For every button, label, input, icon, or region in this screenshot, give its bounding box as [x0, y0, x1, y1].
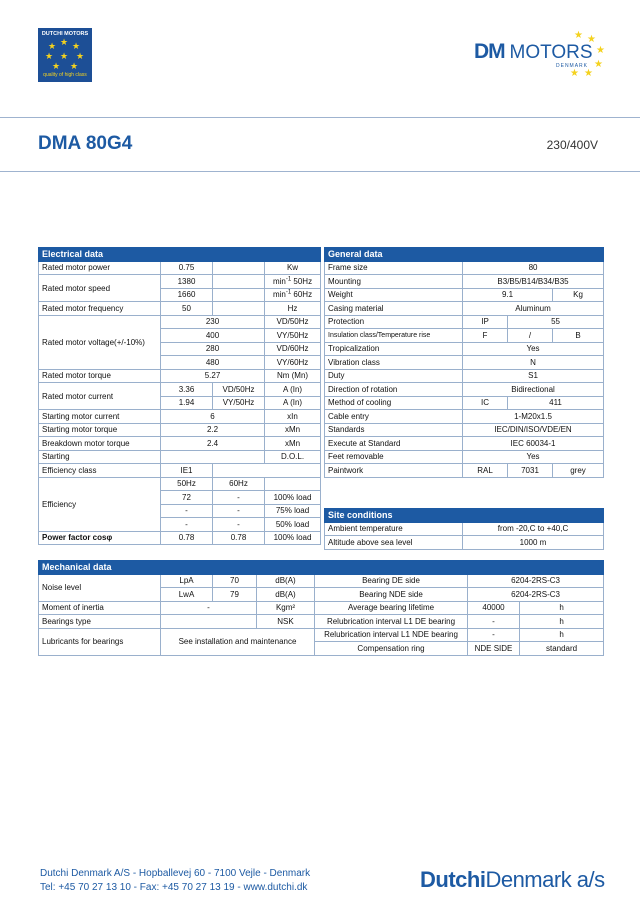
table-row: Cable entry 1-M20x1.5 — [325, 410, 604, 424]
logo-denmark: DENMARK — [556, 63, 589, 69]
table-row: Frame size 80 — [325, 261, 604, 275]
table-row: Ambient temperature from -20,C to +40,C — [325, 522, 604, 536]
stars-circle-icon — [43, 37, 87, 71]
svg-text:★: ★ — [587, 34, 596, 45]
table-row: Vibration class N — [325, 356, 604, 370]
table-row: Standards IEC/DIN/ISO/VDE/EN — [325, 423, 604, 437]
table-row: Moment of inertia - Kgm² Average bearing lifetime 40000 h — [39, 601, 604, 615]
svg-text:★: ★ — [52, 62, 61, 71]
site-heading: Site conditions — [325, 509, 604, 523]
table-row: Starting D.O.L. — [39, 450, 321, 464]
svg-text:★: ★ — [596, 45, 605, 56]
table-row: Breakdown motor torque 2.4 xMn — [39, 437, 321, 451]
table-row: Bearings type NSK Relubrication interval L1 DE bearing - h — [39, 615, 604, 629]
table-row: Paintwork RAL 7031 grey — [325, 464, 604, 478]
table-row: Noise level LpA 70 dB(A) Bearing DE side 6204-2RS-C3 — [39, 574, 604, 588]
table-row: 280 VD/60Hz — [39, 342, 321, 356]
table-row: Rated motor current 3.36 VD/50Hz A (In) — [39, 383, 321, 397]
electrical-heading: Electrical data — [39, 248, 321, 262]
table-row: 480 VY/60Hz — [39, 356, 321, 370]
table-row: Lubricants for bearings See installation and maintenance Relubrication interval L1 NDE bearing - h — [39, 628, 604, 642]
footer-brand-logo — [420, 867, 605, 893]
table-row: Rated motor power 0.75 Kw — [39, 261, 321, 275]
table-row: Rated motor frequency 50 Hz — [39, 302, 321, 316]
table-row: Power factor cosφ 0.78 0.78 100% load — [39, 531, 321, 545]
divider-top — [0, 117, 640, 118]
table-row: Efficiency 50Hz 60Hz — [39, 477, 321, 491]
table-row: Compensation ring NDE SIDE standard — [39, 642, 604, 656]
table-row: Starting motor current 6 xIn — [39, 410, 321, 424]
logo-motors: MOTORS — [509, 42, 593, 63]
footer-address: Dutchi Denmark A/S - Hopballevej 60 - 7100 Vejle - Denmark — [40, 868, 311, 879]
svg-text:★: ★ — [60, 38, 69, 48]
svg-text:★: ★ — [60, 52, 69, 62]
stars-arc-icon — [540, 28, 610, 78]
table-row: LwA 79 dB(A) Bearing NDE side 6204-2RS-C3 — [39, 588, 604, 602]
svg-text:★: ★ — [574, 30, 583, 41]
table-row: Rated motor speed 1380 $\min^{-1} 50Hz$ — [39, 275, 321, 289]
svg-text:★: ★ — [70, 62, 79, 71]
mechanical-data-table — [38, 560, 604, 656]
table-row: Starting motor torque 2.2 xMn — [39, 423, 321, 437]
dutchi-motors-logo — [38, 28, 92, 82]
table-row: Altitude above sea level 1000 m — [325, 536, 604, 550]
table-row: 1660 $\min^{-1} 60Hz$ — [39, 288, 321, 302]
table-row: Casing material Aluminum — [325, 302, 604, 316]
table-row: Weight 9.1 Kg — [325, 288, 604, 302]
logo-dm: DM — [474, 40, 505, 63]
table-row: Insulation class/Temperature rise F / B — [325, 329, 604, 343]
svg-text:★: ★ — [72, 42, 81, 52]
table-row: Feet removable Yes — [325, 450, 604, 464]
table-row: 72 - 100% load — [39, 491, 321, 505]
site-conditions-table — [324, 508, 604, 550]
table-row: Tropicalization Yes — [325, 342, 604, 356]
table-row: Efficiency class IE1 — [39, 464, 321, 478]
table-row: Mounting B3/B5/B14/B34/B35 — [325, 275, 604, 289]
table-row: Rated motor voltage(+/-10%) 230 VD/50Hz — [39, 315, 321, 329]
table-row: 400 VY/50Hz — [39, 329, 321, 343]
brand-rest: Denmark a/s — [485, 867, 605, 892]
logo-left-tagline: quality of high class — [43, 72, 87, 78]
electrical-data-table — [38, 247, 321, 545]
general-heading: General data — [325, 248, 604, 262]
table-row: Method of cooling IC 411 — [325, 396, 604, 410]
brand-bold: Dutchi — [420, 867, 486, 892]
mechanical-heading: Mechanical data — [39, 561, 604, 575]
logo-left-text: DUTCHI MOTORS — [41, 31, 89, 37]
svg-text:★: ★ — [48, 42, 57, 52]
table-row: - - 75% load — [39, 504, 321, 518]
table-row: Rated motor torque 5.27 Nm (Mn) — [39, 369, 321, 383]
svg-text:★: ★ — [584, 68, 593, 78]
svg-text:★: ★ — [45, 52, 54, 62]
table-row: 1.94 VY/50Hz A (In) — [39, 396, 321, 410]
general-data-table — [324, 247, 604, 478]
footer-contact: Tel: +45 70 27 13 10 - Fax: +45 70 27 13 19 - www.dutchi.dk — [40, 882, 308, 893]
table-row: Duty S1 — [325, 369, 604, 383]
svg-text:★: ★ — [594, 59, 603, 70]
voltage-label: 230/400V — [546, 138, 598, 152]
table-row: Protection IP 55 — [325, 315, 604, 329]
table-row: Execute at Standard IEC 60034-1 — [325, 437, 604, 451]
table-row: Direction of rotation Bidirectional — [325, 383, 604, 397]
table-row: - - 50% load — [39, 518, 321, 532]
svg-text:★: ★ — [76, 52, 85, 62]
page-title: DMA 80G4 — [38, 133, 133, 154]
divider-title — [0, 171, 640, 172]
svg-text:★: ★ — [570, 68, 579, 78]
